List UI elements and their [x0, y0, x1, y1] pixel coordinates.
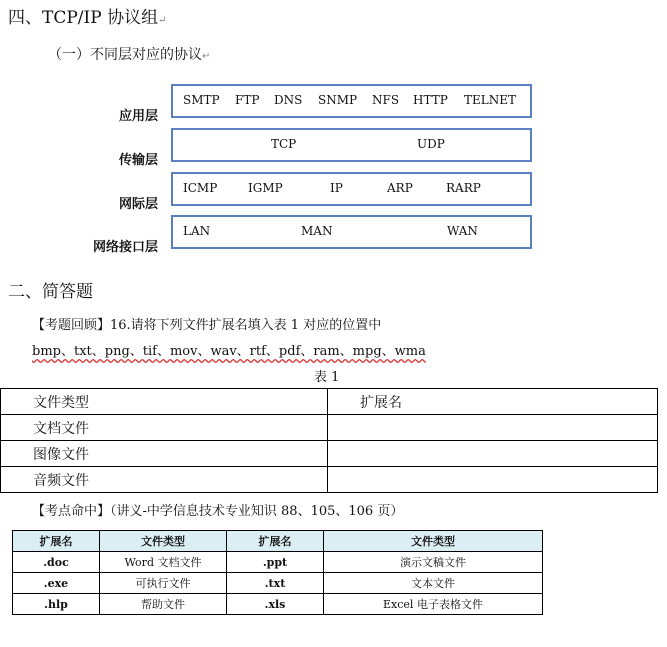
protocol-telnet: TELNET — [464, 93, 516, 107]
row-label: 音频文件 — [1, 467, 328, 493]
layer-label-network-interface: 网络接口层 — [92, 240, 158, 255]
header-cell: 扩展名 — [227, 531, 324, 552]
cell: Word 文档文件 — [100, 552, 227, 573]
cell: .xls — [227, 594, 324, 615]
table-row — [13, 573, 543, 594]
layer-label-internet: 网际层 — [118, 197, 158, 212]
cell: Excel 电子表格文件 — [324, 594, 543, 615]
cell: .exe — [13, 573, 100, 594]
cell: 帮助文件 — [100, 594, 227, 615]
table-1 — [0, 388, 658, 493]
protocol-arp: ARP — [387, 181, 413, 195]
cell: 演示文稿文件 — [324, 552, 543, 573]
application-layer-box — [171, 84, 532, 118]
table-row — [1, 441, 658, 467]
table-row — [1, 467, 658, 493]
table-row — [13, 594, 543, 615]
layer-label-transport: 传输层 — [118, 153, 158, 168]
cell: 可执行文件 — [100, 573, 227, 594]
table-2 — [12, 530, 543, 615]
section-heading-4: 四、TCP/IP 协议组↵ — [8, 8, 167, 28]
row-label: 文档文件 — [1, 415, 328, 441]
protocol-http: HTTP — [413, 93, 448, 107]
protocol-snmp: SNMP — [318, 93, 358, 107]
cell: .hlp — [13, 594, 100, 615]
question-text: 【考题回顾】16.请将下列文件扩展名填入表 1 对应的位置中 — [32, 318, 382, 333]
cell: .doc — [13, 552, 100, 573]
protocol-ftp: FTP — [235, 93, 260, 107]
protocol-lan: LAN — [183, 224, 211, 238]
extensions-list: bmp、txt、png、tif、mov、wav、rtf、pdf、ram、mpg、wma — [32, 344, 426, 359]
internet-layer-box — [171, 172, 532, 206]
transport-layer-box — [171, 128, 532, 162]
protocol-nfs: NFS — [372, 93, 400, 107]
protocol-smtp: SMTP — [183, 93, 220, 107]
row-label: 图像文件 — [1, 441, 328, 467]
table-header-row — [1, 389, 658, 415]
section-heading-2: 二、简答题 — [8, 282, 93, 302]
protocol-man: MAN — [301, 224, 333, 238]
header-cell: 扩展名 — [13, 531, 100, 552]
exam-point-note: 【考点命中】（讲义-中学信息技术专业知识 88、105、106 页） — [32, 504, 404, 519]
protocol-wan: WAN — [447, 224, 478, 238]
table-row — [13, 552, 543, 573]
table1-caption: 表 1 — [314, 370, 340, 385]
header-file-type: 文件类型 — [1, 389, 328, 415]
header-cell: 文件类型 — [324, 531, 543, 552]
table-row — [1, 415, 658, 441]
protocol-ip: IP — [330, 181, 343, 195]
cell: .ppt — [227, 552, 324, 573]
subsection-heading: （一）不同层对应的协议↵ — [48, 47, 211, 63]
protocol-udp: UDP — [417, 137, 445, 151]
table-header-row — [13, 531, 543, 552]
layer-label-application: 应用层 — [118, 109, 158, 124]
protocol-igmp: IGMP — [248, 181, 283, 195]
answer-cell — [328, 467, 658, 493]
header-cell: 文件类型 — [100, 531, 227, 552]
protocol-rarp: RARP — [446, 181, 481, 195]
answer-cell — [328, 441, 658, 467]
protocol-dns: DNS — [274, 93, 303, 107]
cell: 文本文件 — [324, 573, 543, 594]
answer-cell — [328, 415, 658, 441]
protocol-icmp: ICMP — [183, 181, 218, 195]
network-interface-layer-box — [171, 215, 532, 249]
header-extension: 扩展名 — [328, 389, 658, 415]
protocol-tcp: TCP — [271, 137, 297, 151]
cell: .txt — [227, 573, 324, 594]
